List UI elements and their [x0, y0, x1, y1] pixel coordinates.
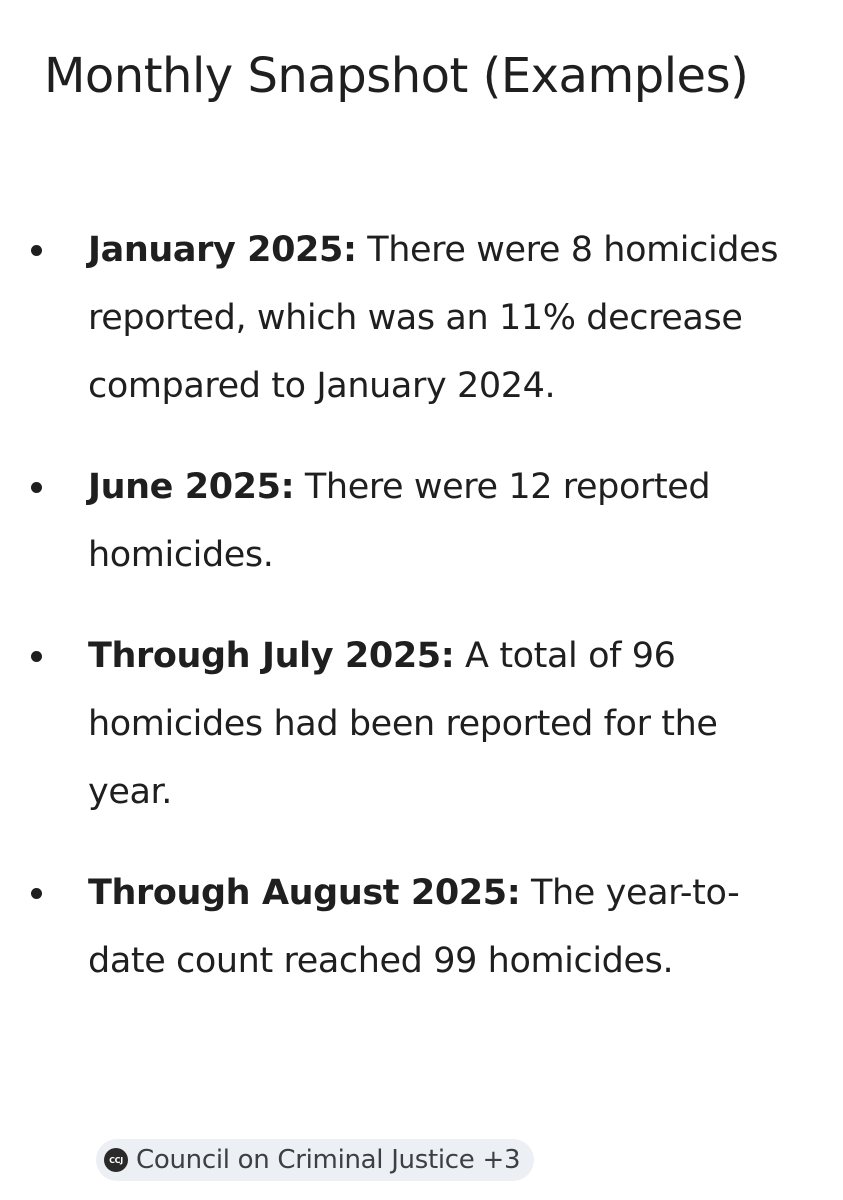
- list-item: [0, 453, 843, 589]
- bullet-icon: [31, 245, 42, 256]
- list-item: [0, 622, 843, 826]
- item-text: There were 8 homicides reported, which was an 11% decrease compared to January 2024.: [88, 230, 779, 406]
- item-label: Through August 2025:: [88, 873, 521, 913]
- list-item: [0, 859, 843, 995]
- item-label: June 2025:: [88, 467, 295, 507]
- bullet-icon: [31, 888, 42, 899]
- item-text: The year-to-date count reached 99 homicides.: [88, 873, 740, 981]
- source-label: Council on Criminal Justice +3: [136, 1145, 521, 1175]
- source-chip[interactable]: [96, 1139, 534, 1181]
- bullet-icon: [31, 651, 42, 662]
- list-item: [0, 216, 843, 420]
- bullet-icon: [31, 482, 42, 493]
- source-logo-icon: CCJ: [104, 1148, 128, 1172]
- item-label: Through July 2025:: [88, 636, 455, 676]
- item-text: There were 12 reported homicides.: [88, 467, 711, 575]
- section-title: Monthly Snapshot (Examples): [44, 48, 749, 104]
- item-text: A total of 96 homicides had been reported for the year.: [88, 636, 718, 812]
- item-label: January 2025:: [88, 230, 357, 270]
- snapshot-list: [0, 216, 843, 1028]
